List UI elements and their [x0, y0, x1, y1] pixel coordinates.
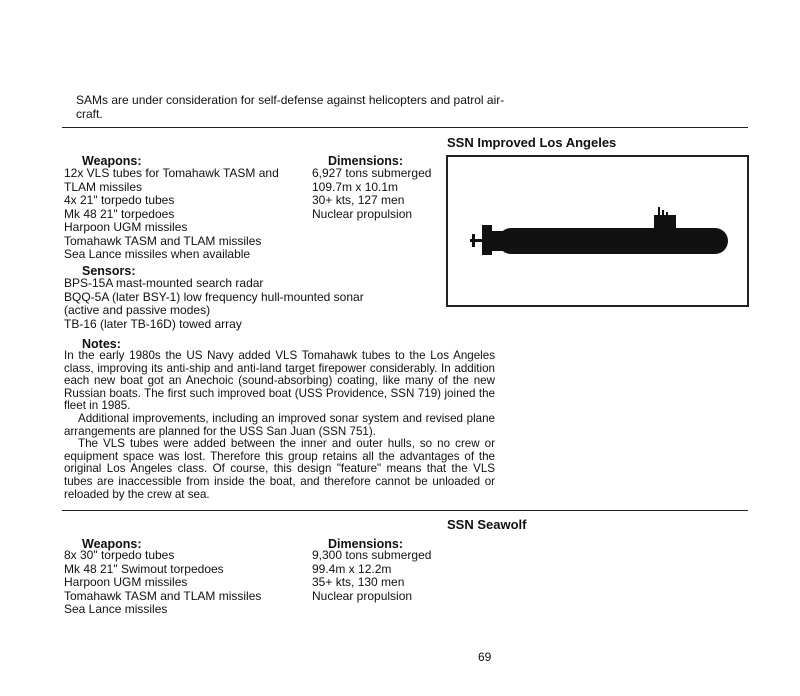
notes-paragraph: The VLS tubes were added between the inner and outer hulls, so no crew or equipment space was lost. Therefore this group retains all the advantages of the original Los Angeles class. Of course, this design "feature" means that the VLS tubes are inaccessible from inside the boat, and therefore cannot be unloaded or reloaded by the crew at sea.	[64, 437, 495, 501]
sensors-heading: Sensors:	[82, 264, 136, 278]
section-divider	[62, 510, 748, 511]
notes-paragraph: In the early 1980s the US Navy added VLS Tomahawk tubes to the Los Angeles class, improving its anti-ship and anti-land target firepower considerably. In addition each new boat got an Anechoic (sound-absorbing) coating, like many of the new Russian boats. The first such improved boat (USS Providence, SSN 719) joined the fleet in 1985.	[64, 349, 495, 413]
section-divider	[62, 127, 748, 128]
submarine-illustration-frame	[446, 155, 749, 307]
notes-heading: Notes:	[82, 337, 121, 351]
sensors-list: BPS-15A mast-mounted search radar BQQ-5A (later BSY-1) low frequency hull-mounted sonar (active and passive modes) TB-16 (later TB-16D) towed array	[64, 276, 364, 331]
weapons-heading: Weapons:	[82, 537, 142, 551]
section-title-improved-los-angeles: SSN Improved Los Angeles	[447, 135, 617, 150]
notes-body	[64, 350, 495, 501]
dimensions-heading: Dimensions:	[328, 154, 404, 168]
dimensions-heading: Dimensions:	[328, 537, 404, 551]
weapons-list: 12x VLS tubes for Tomahawk TASM and TLAM missiles 4x 21" torpedo tubes Mk 48 21" torpedoes Harpoon UGM missiles Tomahawk TASM and TLAM missiles Sea Lance missiles when available	[64, 166, 279, 261]
notes-paragraph: Additional improvements, including an improved sonar system and revised plane arrangements are planned for the USS San Juan (SSN 751).	[64, 411, 495, 438]
submarine-icon	[448, 157, 747, 305]
section-title-seawolf: SSN Seawolf	[447, 517, 527, 532]
weapons-heading: Weapons:	[82, 154, 142, 168]
intro-text: SAMs are under consideration for self-defense against helicopters and patrol air- craft.	[76, 93, 505, 121]
page-number: 69	[478, 650, 492, 664]
weapons-list: 8x 30" torpedo tubes Mk 48 21" Swimout torpedoes Harpoon UGM missiles Tomahawk TASM and TLAM missiles Sea Lance missiles	[64, 548, 262, 616]
dimensions-list: 9,300 tons submerged 99.4m x 12.2m 35+ kts, 130 men Nuclear propulsion	[312, 548, 432, 603]
dimensions-list: 6,927 tons submerged 109.7m x 10.1m 30+ kts, 127 men Nuclear propulsion	[312, 166, 432, 221]
